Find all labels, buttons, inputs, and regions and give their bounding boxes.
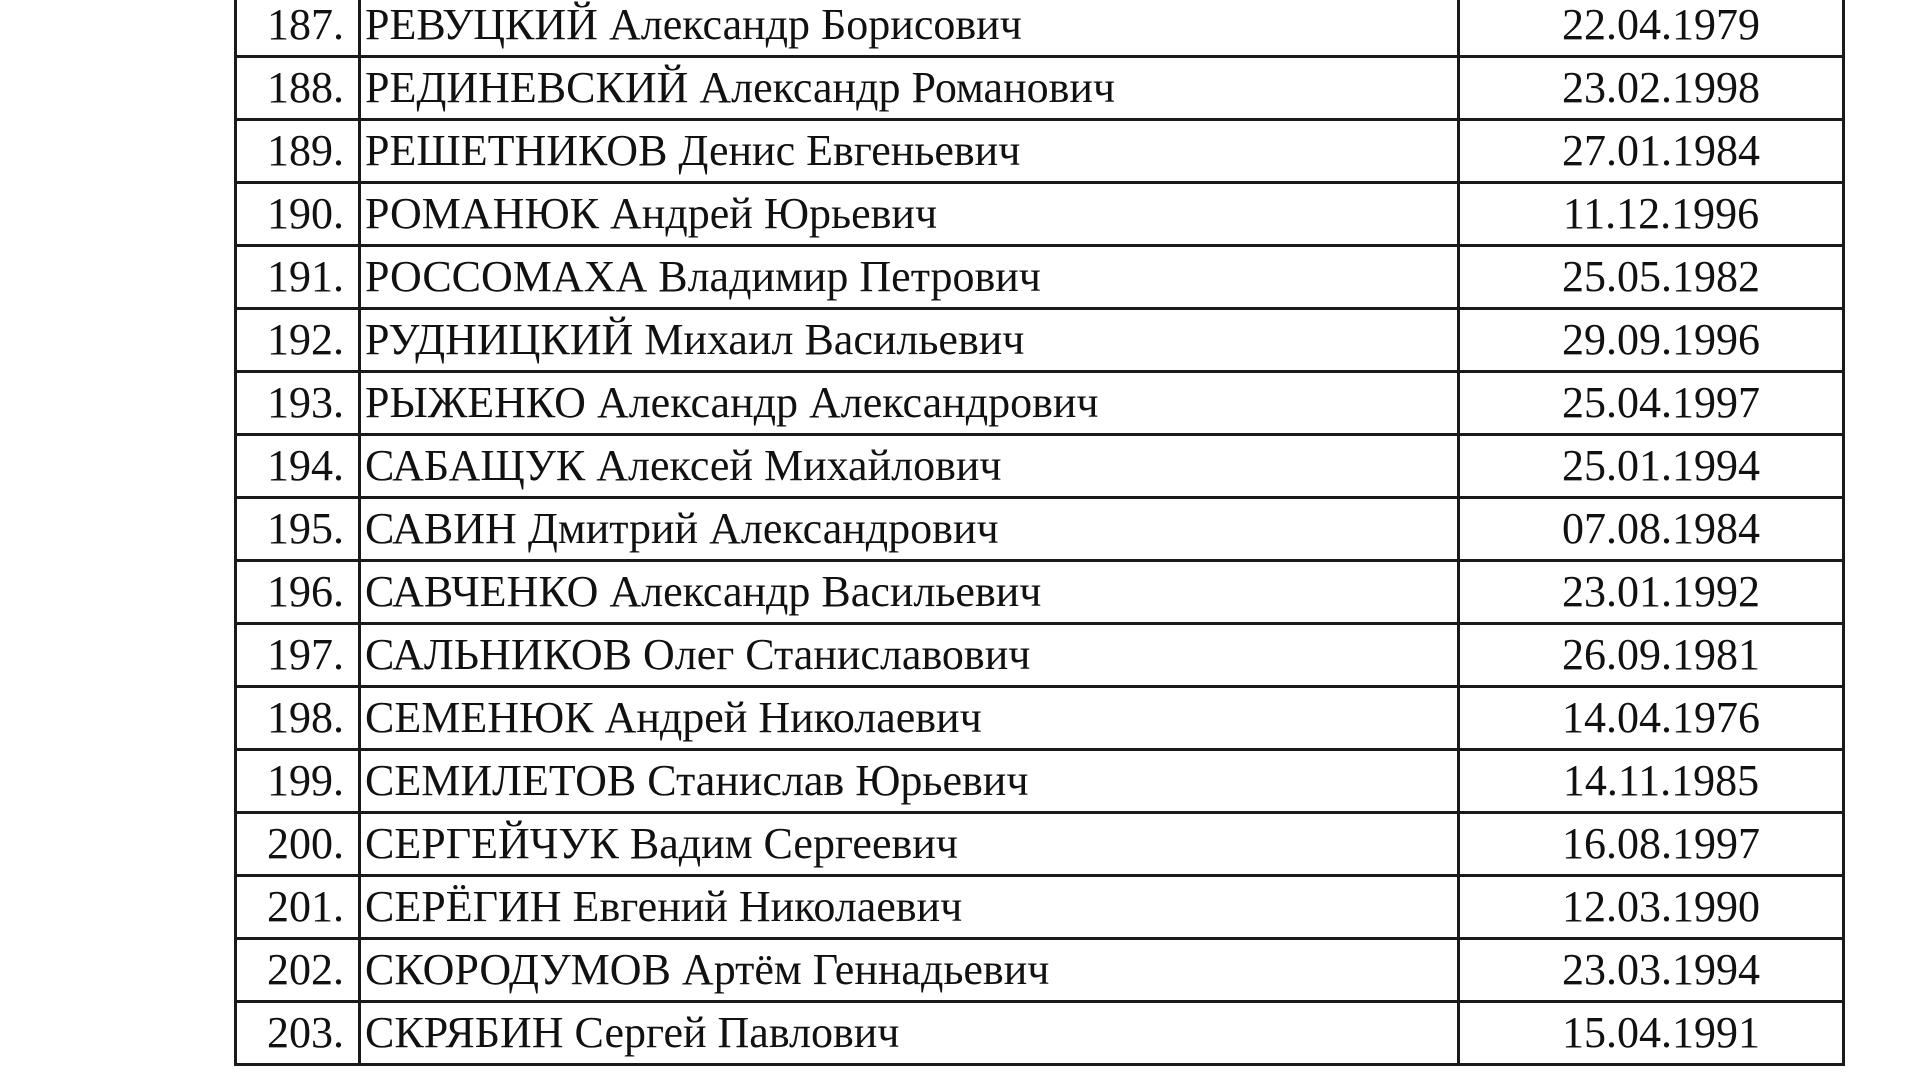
full-name-cell: РЕШЕТНИКОВ Денис Евгеньевич — [360, 120, 1459, 183]
full-name-cell: СКРЯБИН Сергей Павлович — [360, 1002, 1459, 1065]
table-row — [236, 372, 1844, 435]
full-name-cell: РОССОМАХА Владимир Петрович — [360, 246, 1459, 309]
birth-date-cell: 26.09.1981 — [1459, 624, 1844, 687]
full-name-cell: САВИН Дмитрий Александрович — [360, 498, 1459, 561]
birth-date-cell: 27.01.1984 — [1459, 120, 1844, 183]
row-number-cell: 194. — [236, 435, 360, 498]
birth-date-cell: 14.11.1985 — [1459, 750, 1844, 813]
persons-table — [234, 0, 1845, 1066]
birth-date-cell: 23.03.1994 — [1459, 939, 1844, 1002]
table-row — [236, 561, 1844, 624]
table-row — [236, 1002, 1844, 1065]
table-row — [236, 57, 1844, 120]
row-number-cell: 202. — [236, 939, 360, 1002]
row-number-cell: 195. — [236, 498, 360, 561]
row-number-cell: 198. — [236, 687, 360, 750]
table-row — [236, 876, 1844, 939]
full-name-cell: САБАЩУК Алексей Михайлович — [360, 435, 1459, 498]
full-name-cell: САЛЬНИКОВ Олег Станиславович — [360, 624, 1459, 687]
full-name-cell: РЫЖЕНКО Александр Александрович — [360, 372, 1459, 435]
table-row — [236, 246, 1844, 309]
birth-date-cell: 25.05.1982 — [1459, 246, 1844, 309]
table-row — [236, 750, 1844, 813]
row-number-cell: 201. — [236, 876, 360, 939]
birth-date-cell: 14.04.1976 — [1459, 687, 1844, 750]
birth-date-cell: 12.03.1990 — [1459, 876, 1844, 939]
row-number-cell: 189. — [236, 120, 360, 183]
table-row — [236, 939, 1844, 1002]
row-number-cell: 197. — [236, 624, 360, 687]
row-number-cell: 193. — [236, 372, 360, 435]
table-row — [236, 813, 1844, 876]
full-name-cell: СЕМИЛЕТОВ Станислав Юрьевич — [360, 750, 1459, 813]
birth-date-cell: 16.08.1997 — [1459, 813, 1844, 876]
birth-date-cell: 11.12.1996 — [1459, 183, 1844, 246]
persons-table-body — [236, 0, 1844, 1065]
birth-date-cell: 07.08.1984 — [1459, 498, 1844, 561]
row-number-cell: 196. — [236, 561, 360, 624]
full-name-cell: СКОРОДУМОВ Артём Геннадьевич — [360, 939, 1459, 1002]
row-number-cell: 191. — [236, 246, 360, 309]
full-name-cell: РУДНИЦКИЙ Михаил Васильевич — [360, 309, 1459, 372]
birth-date-cell: 22.04.1979 — [1459, 0, 1844, 57]
full-name-cell: СЕМЕНЮК Андрей Николаевич — [360, 687, 1459, 750]
row-number-cell: 203. — [236, 1002, 360, 1065]
birth-date-cell: 25.04.1997 — [1459, 372, 1844, 435]
birth-date-cell: 23.02.1998 — [1459, 57, 1844, 120]
table-row — [236, 687, 1844, 750]
table-row — [236, 183, 1844, 246]
row-number-cell: 199. — [236, 750, 360, 813]
full-name-cell: РОМАНЮК Андрей Юрьевич — [360, 183, 1459, 246]
birth-date-cell: 25.01.1994 — [1459, 435, 1844, 498]
table-row — [236, 120, 1844, 183]
row-number-cell: 192. — [236, 309, 360, 372]
full-name-cell: САВЧЕНКО Александр Васильевич — [360, 561, 1459, 624]
row-number-cell: 190. — [236, 183, 360, 246]
full-name-cell: СЕРГЕЙЧУК Вадим Сергеевич — [360, 813, 1459, 876]
table-row — [236, 0, 1844, 57]
row-number-cell: 187. — [236, 0, 360, 57]
full-name-cell: РЕВУЦКИЙ Александр Борисович — [360, 0, 1459, 57]
table-row — [236, 435, 1844, 498]
birth-date-cell: 23.01.1992 — [1459, 561, 1844, 624]
birth-date-cell: 15.04.1991 — [1459, 1002, 1844, 1065]
table-row — [236, 498, 1844, 561]
full-name-cell: РЕДИНЕВСКИЙ Александр Романович — [360, 57, 1459, 120]
row-number-cell: 188. — [236, 57, 360, 120]
birth-date-cell: 29.09.1996 — [1459, 309, 1844, 372]
row-number-cell: 200. — [236, 813, 360, 876]
table-row — [236, 309, 1844, 372]
full-name-cell: СЕРЁГИН Евгений Николаевич — [360, 876, 1459, 939]
table-row — [236, 624, 1844, 687]
